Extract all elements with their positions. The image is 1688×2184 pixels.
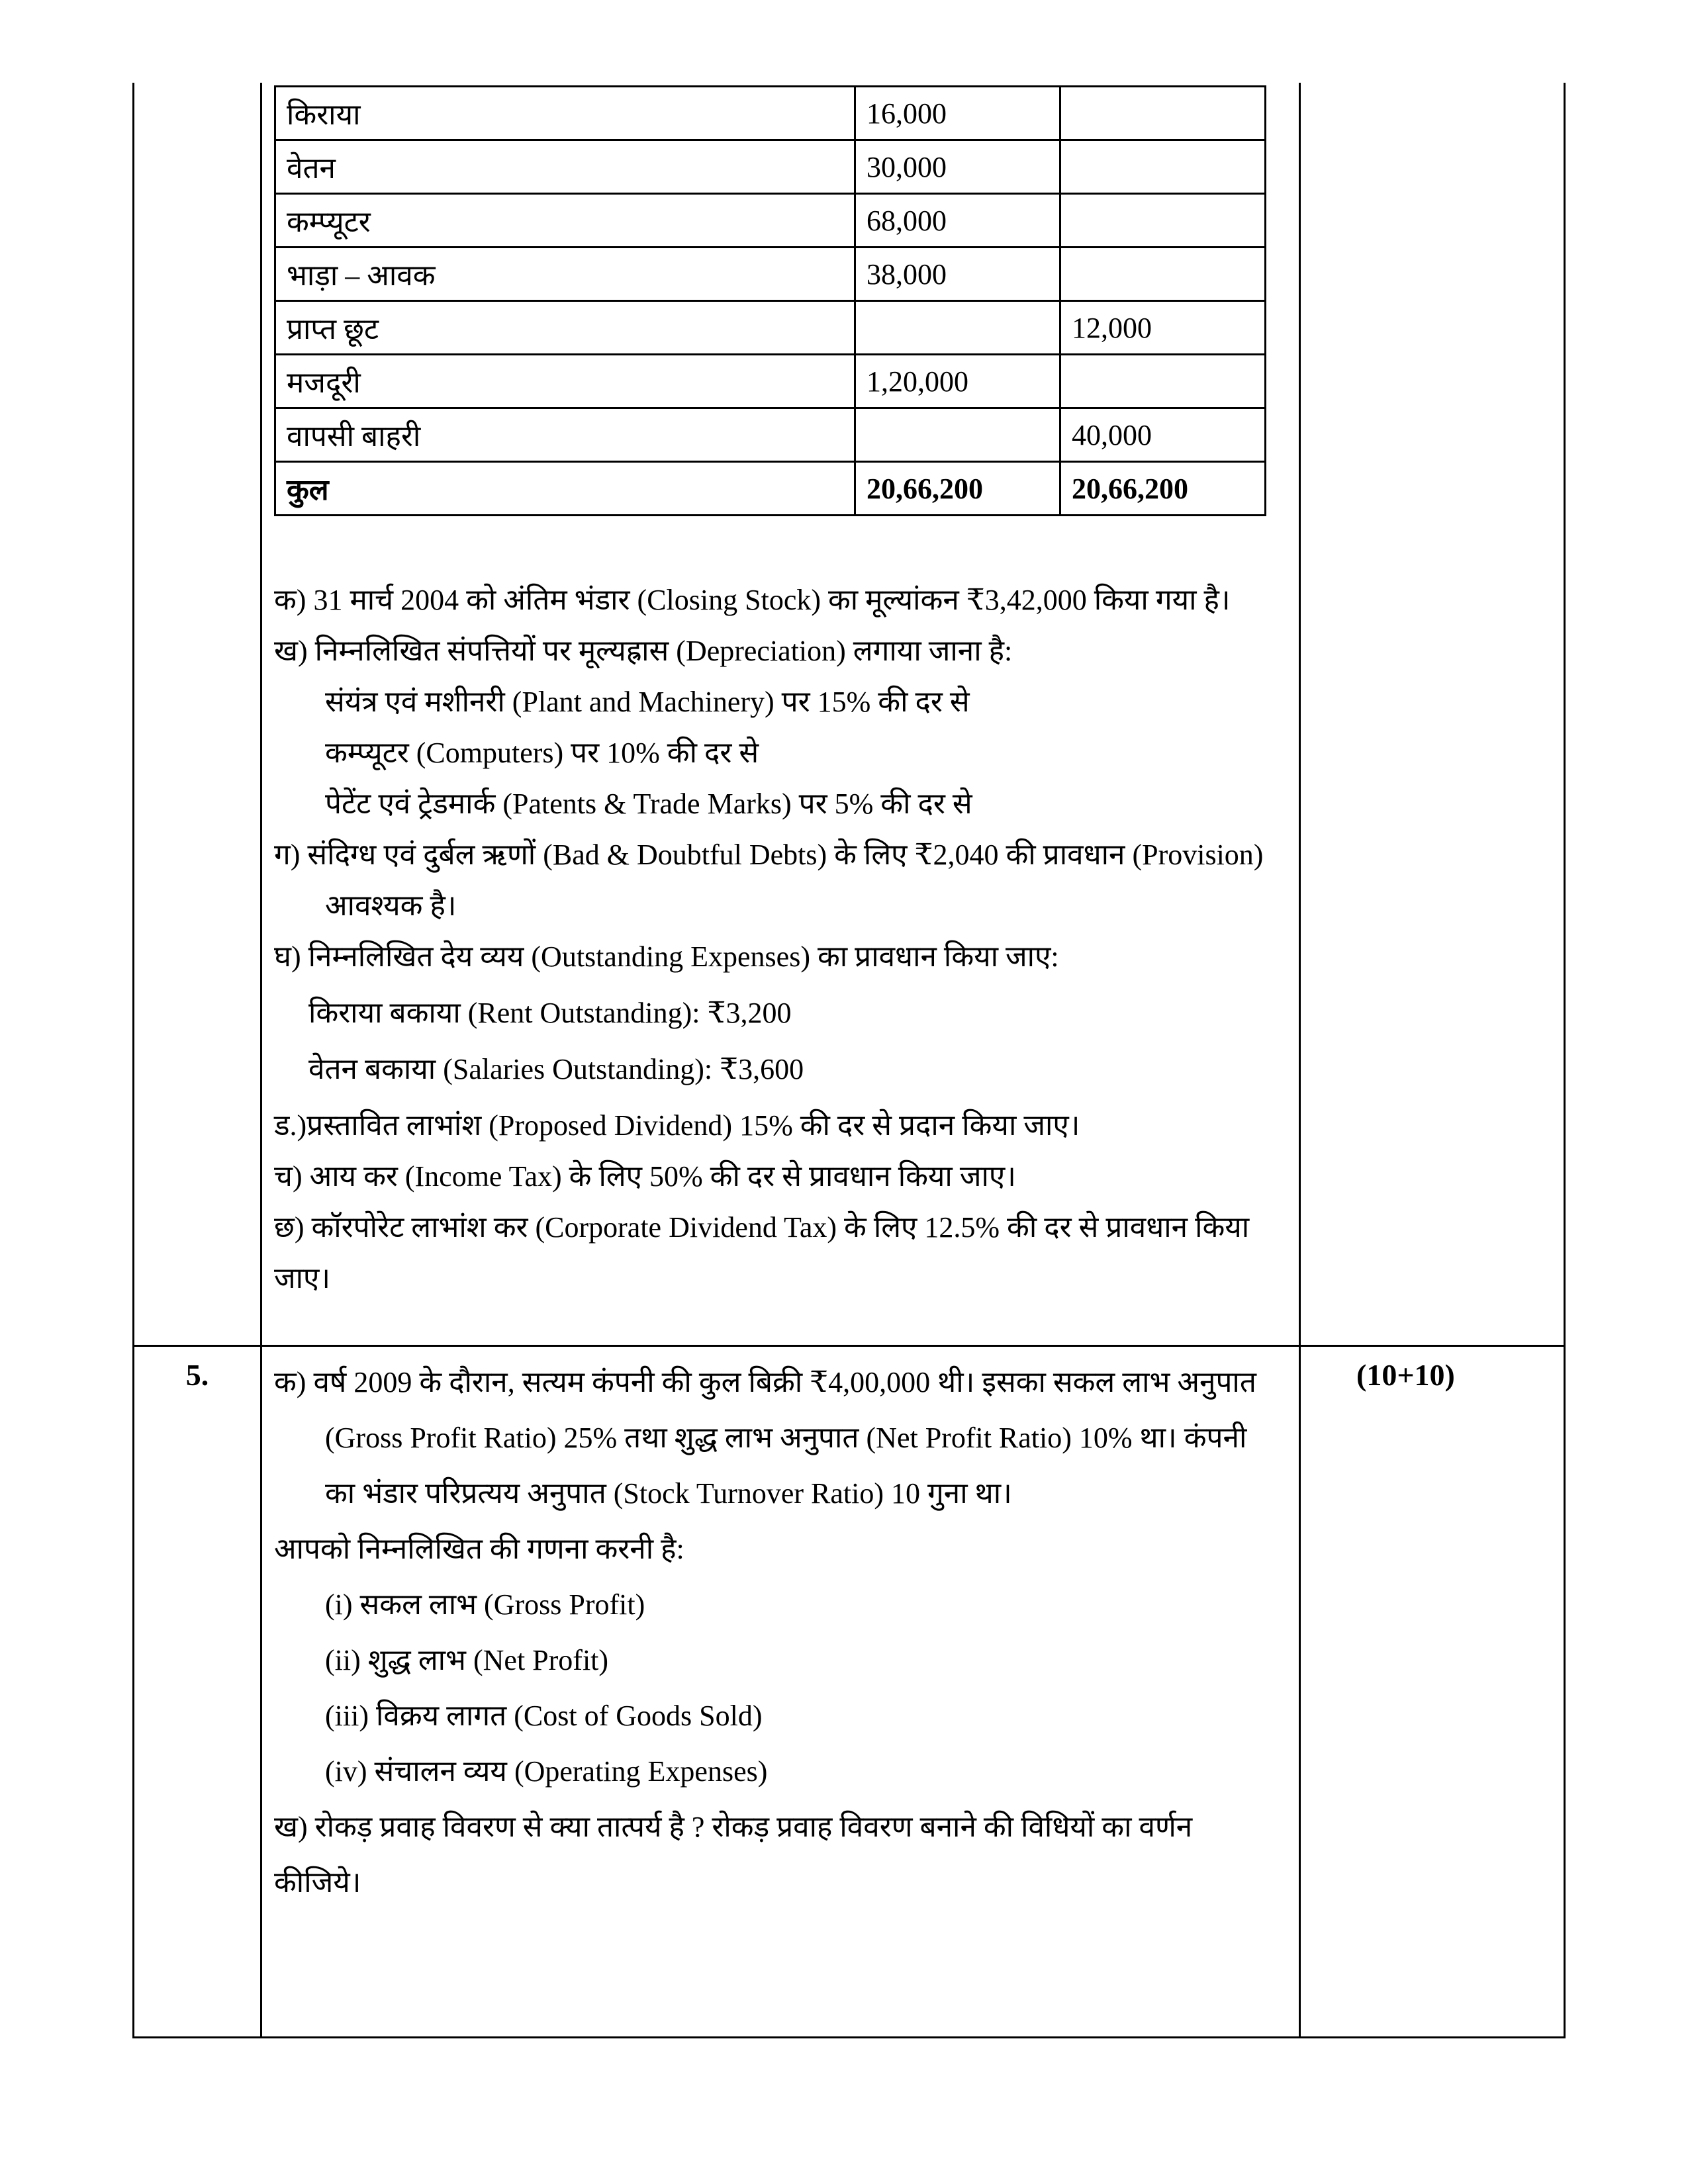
note-line: च) आय कर (Income Tax) के लिए 50% की दर से प्रावधान किया जाए। xyxy=(274,1160,1016,1193)
note-line: ड.)प्रस्तावित लाभांश (Proposed Dividend) 15% की दर से प्रदान किया जाए। xyxy=(274,1109,1080,1142)
table-row xyxy=(275,194,1266,248)
question-5-content xyxy=(262,1347,1301,2036)
table-row xyxy=(275,248,1266,301)
marks-value: (10+10) xyxy=(1356,1358,1455,1392)
question-4-content xyxy=(262,83,1301,1345)
credit-cell xyxy=(1060,140,1266,194)
question-number-cell-empty xyxy=(134,83,262,1345)
question-line: (ii) शुद्ध लाभ (Net Profit) xyxy=(325,1644,609,1676)
note-line: पेटेंट एवं ट्रेडमार्क (Patents & Trade Marks) पर 5% की दर से xyxy=(325,788,972,820)
debit-cell xyxy=(855,408,1060,462)
question-4-continuation-row xyxy=(134,83,1564,1347)
question-line: क) वर्ष 2009 के दौरान, सत्यम कंपनी की कुल बिक्री ₹4,00,000 थी। इसका सकल लाभ अनुपात (Gross Profit Ratio) 25% तथा शुद्ध लाभ अनुपात (Net Profit Ratio) 10% था। कंपनी का भंडार परिप्रत्यय अनुपात (Stock Turnover Ratio) 10 गुना था। xyxy=(274,1366,1256,1510)
adjustment-notes xyxy=(274,574,1283,1304)
debit-cell: 20,66,200 xyxy=(855,462,1060,516)
debit-cell: 16,000 xyxy=(855,87,1060,140)
table-row xyxy=(275,87,1266,140)
account-name-cell: किराया xyxy=(275,87,855,140)
marks-cell-empty xyxy=(1301,83,1564,1345)
note-line: ख) निम्नलिखित संपत्तियों पर मूल्यह्रास (Depreciation) लगाया जाना है: xyxy=(274,635,1013,667)
trial-balance-table xyxy=(274,85,1266,516)
note-line: क) 31 मार्च 2004 को अंतिम भंडार (Closing Stock) का मूल्यांकन ₹3,42,000 किया गया है। xyxy=(274,584,1231,616)
credit-cell: 12,000 xyxy=(1060,301,1266,355)
question-line: ख) रोकड़ प्रवाह विवरण से क्या तात्पर्य है ? रोकड़ प्रवाह विवरण बनाने की विधियों का वर्णन कीजिये। xyxy=(274,1811,1193,1899)
credit-cell xyxy=(1060,87,1266,140)
note-line: ग) संदिग्ध एवं दुर्बल ऋणों (Bad & Doubtful Debts) के लिए ₹2,040 की प्रावधान (Provision) आवश्यक है। xyxy=(274,839,1264,922)
note-line: किराया बकाया (Rent Outstanding): ₹3,200 xyxy=(308,997,792,1029)
account-name-cell: कम्प्यूटर xyxy=(275,194,855,248)
note-line: संयंत्र एवं मशीनरी (Plant and Machinery) पर 15% की दर से xyxy=(325,686,970,718)
credit-cell: 20,66,200 xyxy=(1060,462,1266,516)
table-row xyxy=(275,408,1266,462)
credit-cell xyxy=(1060,355,1266,408)
credit-cell xyxy=(1060,248,1266,301)
account-name-cell: मजदूरी xyxy=(275,355,855,408)
question-5-row xyxy=(134,1347,1564,2038)
debit-cell: 68,000 xyxy=(855,194,1060,248)
question-paper-grid xyxy=(132,83,1566,2038)
note-line: कम्प्यूटर (Computers) पर 10% की दर से xyxy=(325,737,759,769)
question-line: (iv) संचालन व्यय (Operating Expenses) xyxy=(325,1755,768,1788)
question-5-text xyxy=(274,1349,1283,1911)
question-line: (i) सकल लाभ (Gross Profit) xyxy=(325,1588,645,1621)
table-row xyxy=(275,140,1266,194)
question-number-cell xyxy=(134,1347,262,2036)
marks-cell xyxy=(1301,1347,1564,2036)
debit-cell: 1,20,000 xyxy=(855,355,1060,408)
note-line: छ) कॉरपोरेट लाभांश कर (Corporate Dividend Tax) के लिए 12.5% की दर से प्रावधान किया जाए। xyxy=(274,1211,1250,1295)
account-name-cell: भाड़ा – आवक xyxy=(275,248,855,301)
question-number: 5. xyxy=(185,1358,209,1392)
account-name-cell: प्राप्त छूट xyxy=(275,301,855,355)
account-name-cell: कुल xyxy=(275,462,855,516)
note-line: वेतन बकाया (Salaries Outstanding): ₹3,600 xyxy=(308,1053,804,1085)
table-total-row xyxy=(275,462,1266,516)
debit-cell: 30,000 xyxy=(855,140,1060,194)
debit-cell xyxy=(855,301,1060,355)
credit-cell xyxy=(1060,194,1266,248)
debit-cell: 38,000 xyxy=(855,248,1060,301)
account-name-cell: वेतन xyxy=(275,140,855,194)
table-row xyxy=(275,355,1266,408)
question-line: आपको निम्नलिखित की गणना करनी है: xyxy=(274,1533,684,1565)
credit-cell: 40,000 xyxy=(1060,408,1266,462)
note-line: घ) निम्नलिखित देय व्यय (Outstanding Expenses) का प्रावधान किया जाए: xyxy=(274,940,1059,973)
question-line: (iii) विक्रय लागत (Cost of Goods Sold) xyxy=(325,1700,763,1732)
account-name-cell: वापसी बाहरी xyxy=(275,408,855,462)
table-row xyxy=(275,301,1266,355)
